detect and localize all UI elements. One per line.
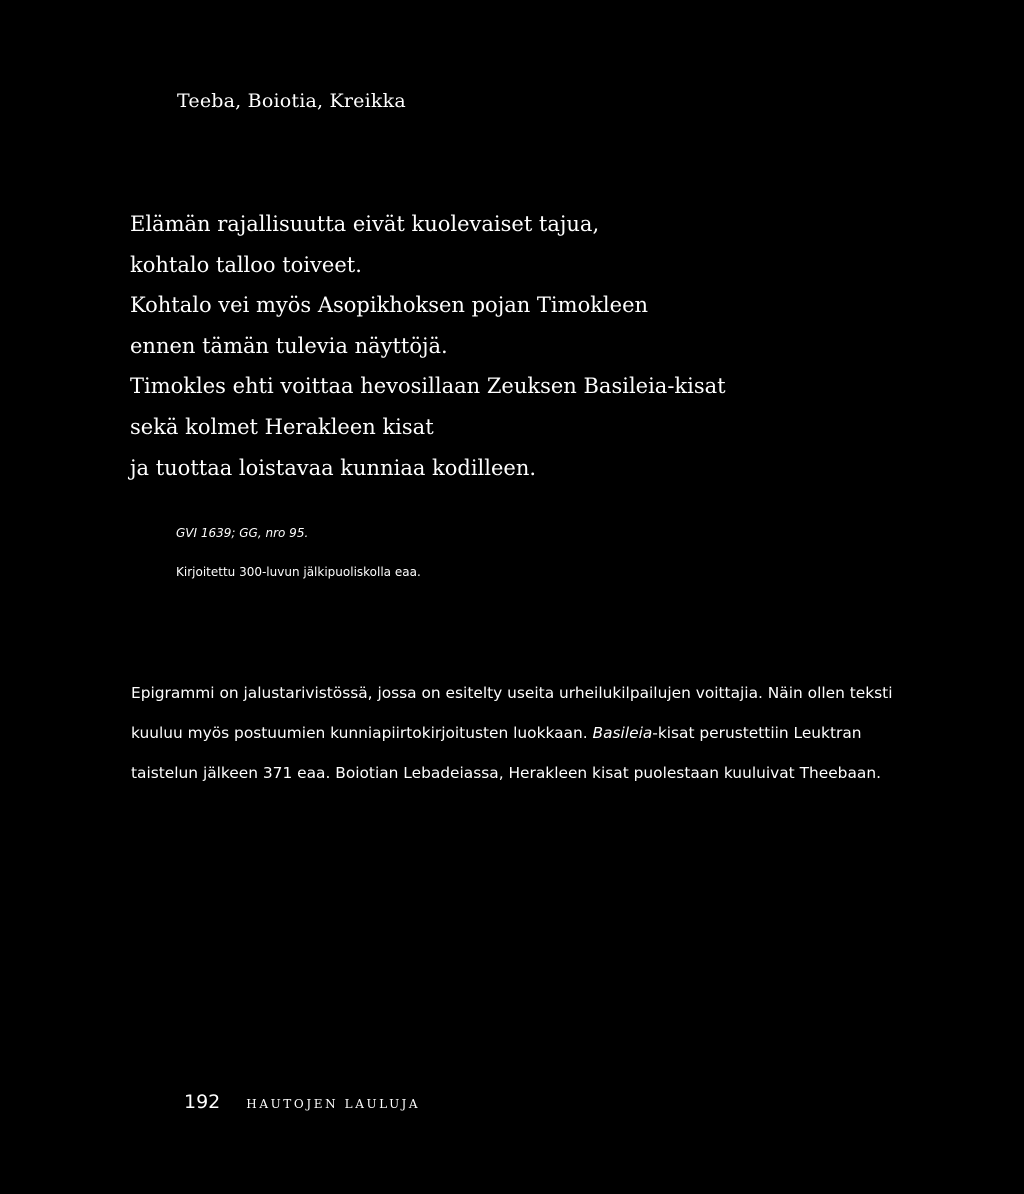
commentary-line: Epigrammi on jalustarivistössä, jossa on esitelty useita urheilukilpailujen voittajia. Näin ollen teksti	[131, 684, 893, 702]
poem-line: sekä kolmet Herakleen kisat	[130, 414, 434, 439]
poem-line: Kohtalo vei myös Asopikhoksen pojan Timokleen	[130, 293, 649, 318]
poem-line: ennen tämän tulevia näyttöjä.	[130, 333, 448, 358]
poem-line: kohtalo talloo toiveet.	[130, 252, 362, 277]
commentary-text: -kisat perustettiin Leuktran	[652, 724, 862, 742]
commentary-paragraph	[131, 673, 951, 793]
poem-line: Elämän rajallisuutta eivät kuolevaiset tajua,	[130, 212, 600, 236]
date-note: Kirjoitettu 300-luvun jälkipuoliskolla eaa.	[176, 565, 421, 579]
poem-line: ja tuottaa loistavaa kunniaa kodilleen.	[130, 455, 537, 480]
commentary-text: kuuluu myös postuumien kunniapiirtokirjoitusten luokkaan.	[131, 724, 593, 742]
running-head: HAUTOJEN LAULUJA	[246, 1097, 421, 1111]
page-footer	[184, 1091, 420, 1113]
location-heading: Teeba, Boiotia, Kreikka	[177, 90, 406, 112]
source-reference: GVI 1639; GG, nro 95.	[176, 526, 309, 540]
poem-line: Timokles ehti voittaa hevosillaan Zeuksen Basileia-kisat	[130, 374, 726, 399]
epigram-poem	[130, 204, 930, 488]
commentary-line	[131, 713, 951, 753]
commentary-line: taistelun jälkeen 371 eaa. Boiotian Lebadeiassa, Herakleen kisat puolestaan kuuluivat Theebaan.	[131, 764, 881, 782]
page-number: 192	[184, 1091, 221, 1113]
commentary-italic-term: Basileia	[592, 724, 653, 742]
